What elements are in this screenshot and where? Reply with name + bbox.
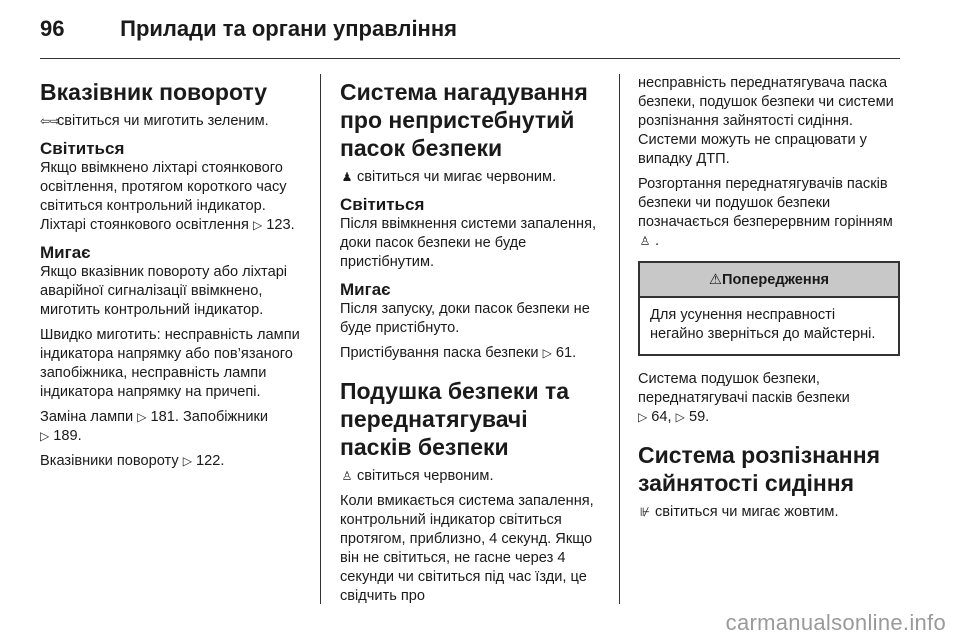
turn-signal-icon: ⇦⇨ xyxy=(40,114,61,128)
warning-box xyxy=(638,261,900,356)
paragraph: Система подушок безпеки, переднатягувачі пасків безпеки ▷ 64, ▷ 59. xyxy=(638,371,850,425)
column-2 xyxy=(340,74,602,612)
paragraph: Після запуску, доки пасок безпеки не буде пристібнуто. xyxy=(340,301,590,336)
reference-arrow-icon: ▷ xyxy=(638,410,648,424)
reference-arrow-icon: ▷ xyxy=(137,410,147,424)
subheading-blinks: Мигає xyxy=(340,280,391,299)
reference-arrow-icon: ▷ xyxy=(40,429,50,443)
column-3 xyxy=(638,74,900,528)
paragraph: Після ввімкнення системи запалення, доки пасок безпеки не буде пристібнутим. xyxy=(340,216,597,270)
column-divider xyxy=(320,74,321,604)
paragraph: ♙ світиться червоним. xyxy=(341,468,494,484)
column-divider xyxy=(619,74,620,604)
subheading-lit: Світиться xyxy=(340,195,425,214)
section-heading-seatbelt: Система нагадування про непристебнутий пасок безпеки xyxy=(340,79,588,161)
header-rule xyxy=(40,58,900,59)
reference-arrow-icon: ▷ xyxy=(675,410,685,424)
subheading-blinks: Мигає xyxy=(40,243,91,262)
paragraph: Якщо ввімкнено ліхтарі стоянкового освітлення, протягом короткого часу світиться контрольний індикатор. Ліхтарі стоянкового освітлення ▷ 123. xyxy=(40,160,295,233)
page-title: Прилади та органи управління xyxy=(120,16,457,41)
paragraph: Коли вмикається система запалення, контрольний індикатор світиться протягом, приблизно, 4 секунд. Якщо він не світиться, не гасне через 4 секунди чи світиться під час їзди, це свідчить про xyxy=(340,493,594,604)
reference-arrow-icon: ▷ xyxy=(542,346,552,360)
column-1 xyxy=(40,74,302,477)
paragraph: Вказівники повороту ▷ 122. xyxy=(40,453,225,469)
reference-arrow-icon: ▷ xyxy=(182,454,192,468)
paragraph: Розгортання переднатягувачів пасків безпеки чи подушок безпеки позначається безперервним горінням ♙ . xyxy=(638,176,893,249)
airbag-icon: ♙ xyxy=(341,469,353,483)
airbag-icon: ♙ xyxy=(639,234,651,248)
paragraph: Якщо вказівник повороту або ліхтарі аварійної сигналізації ввімкнено, миготить контрольний індикатор. xyxy=(40,264,288,318)
paragraph: Пристібування паска безпеки ▷ 61. xyxy=(340,345,577,361)
page-number: 96 xyxy=(40,16,65,41)
paragraph: Заміна лампи ▷ 181. Запобіжники ▷ 189. xyxy=(40,409,269,444)
warning-header: ⚠Попередження xyxy=(640,263,898,298)
subheading-lit: Світиться xyxy=(40,139,125,158)
paragraph: ⇦⇨світиться чи миготить зеленим. xyxy=(40,113,269,129)
section-heading-turn-signal: Вказівник повороту xyxy=(40,79,268,105)
page-header xyxy=(40,16,457,42)
reference-arrow-icon: ▷ xyxy=(252,218,263,232)
paragraph: несправність переднатягувача паска безпеки, подушок безпеки чи системи розпізнання зайнятості сидіння. Системи можуть не спрацювати у випадку ДТП. xyxy=(638,75,894,167)
paragraph: ♟ світиться чи мигає червоним. xyxy=(341,169,557,185)
seatbelt-icon: ♟ xyxy=(341,170,353,184)
warning-body: Для усунення несправності негайно зверніться до майстерні. xyxy=(650,307,876,342)
seat-occupancy-icon: ⊮ xyxy=(639,505,651,519)
section-heading-occupancy: Система розпізнання зайнятості сидіння xyxy=(638,442,881,496)
paragraph: ⊮ світиться чи мигає жовтим. xyxy=(639,504,839,520)
watermark: carmanualsonline.info xyxy=(725,610,946,635)
warning-icon: ⚠ xyxy=(708,272,723,288)
section-heading-airbag: Подушка безпеки та переднатягувачі пасків безпеки xyxy=(340,378,570,460)
paragraph: Швидко миготить: несправність лампи індикатора напрямку або пов’язаного запобіжника, несправність лампи індикатора напрямку на причепі. xyxy=(40,327,300,400)
